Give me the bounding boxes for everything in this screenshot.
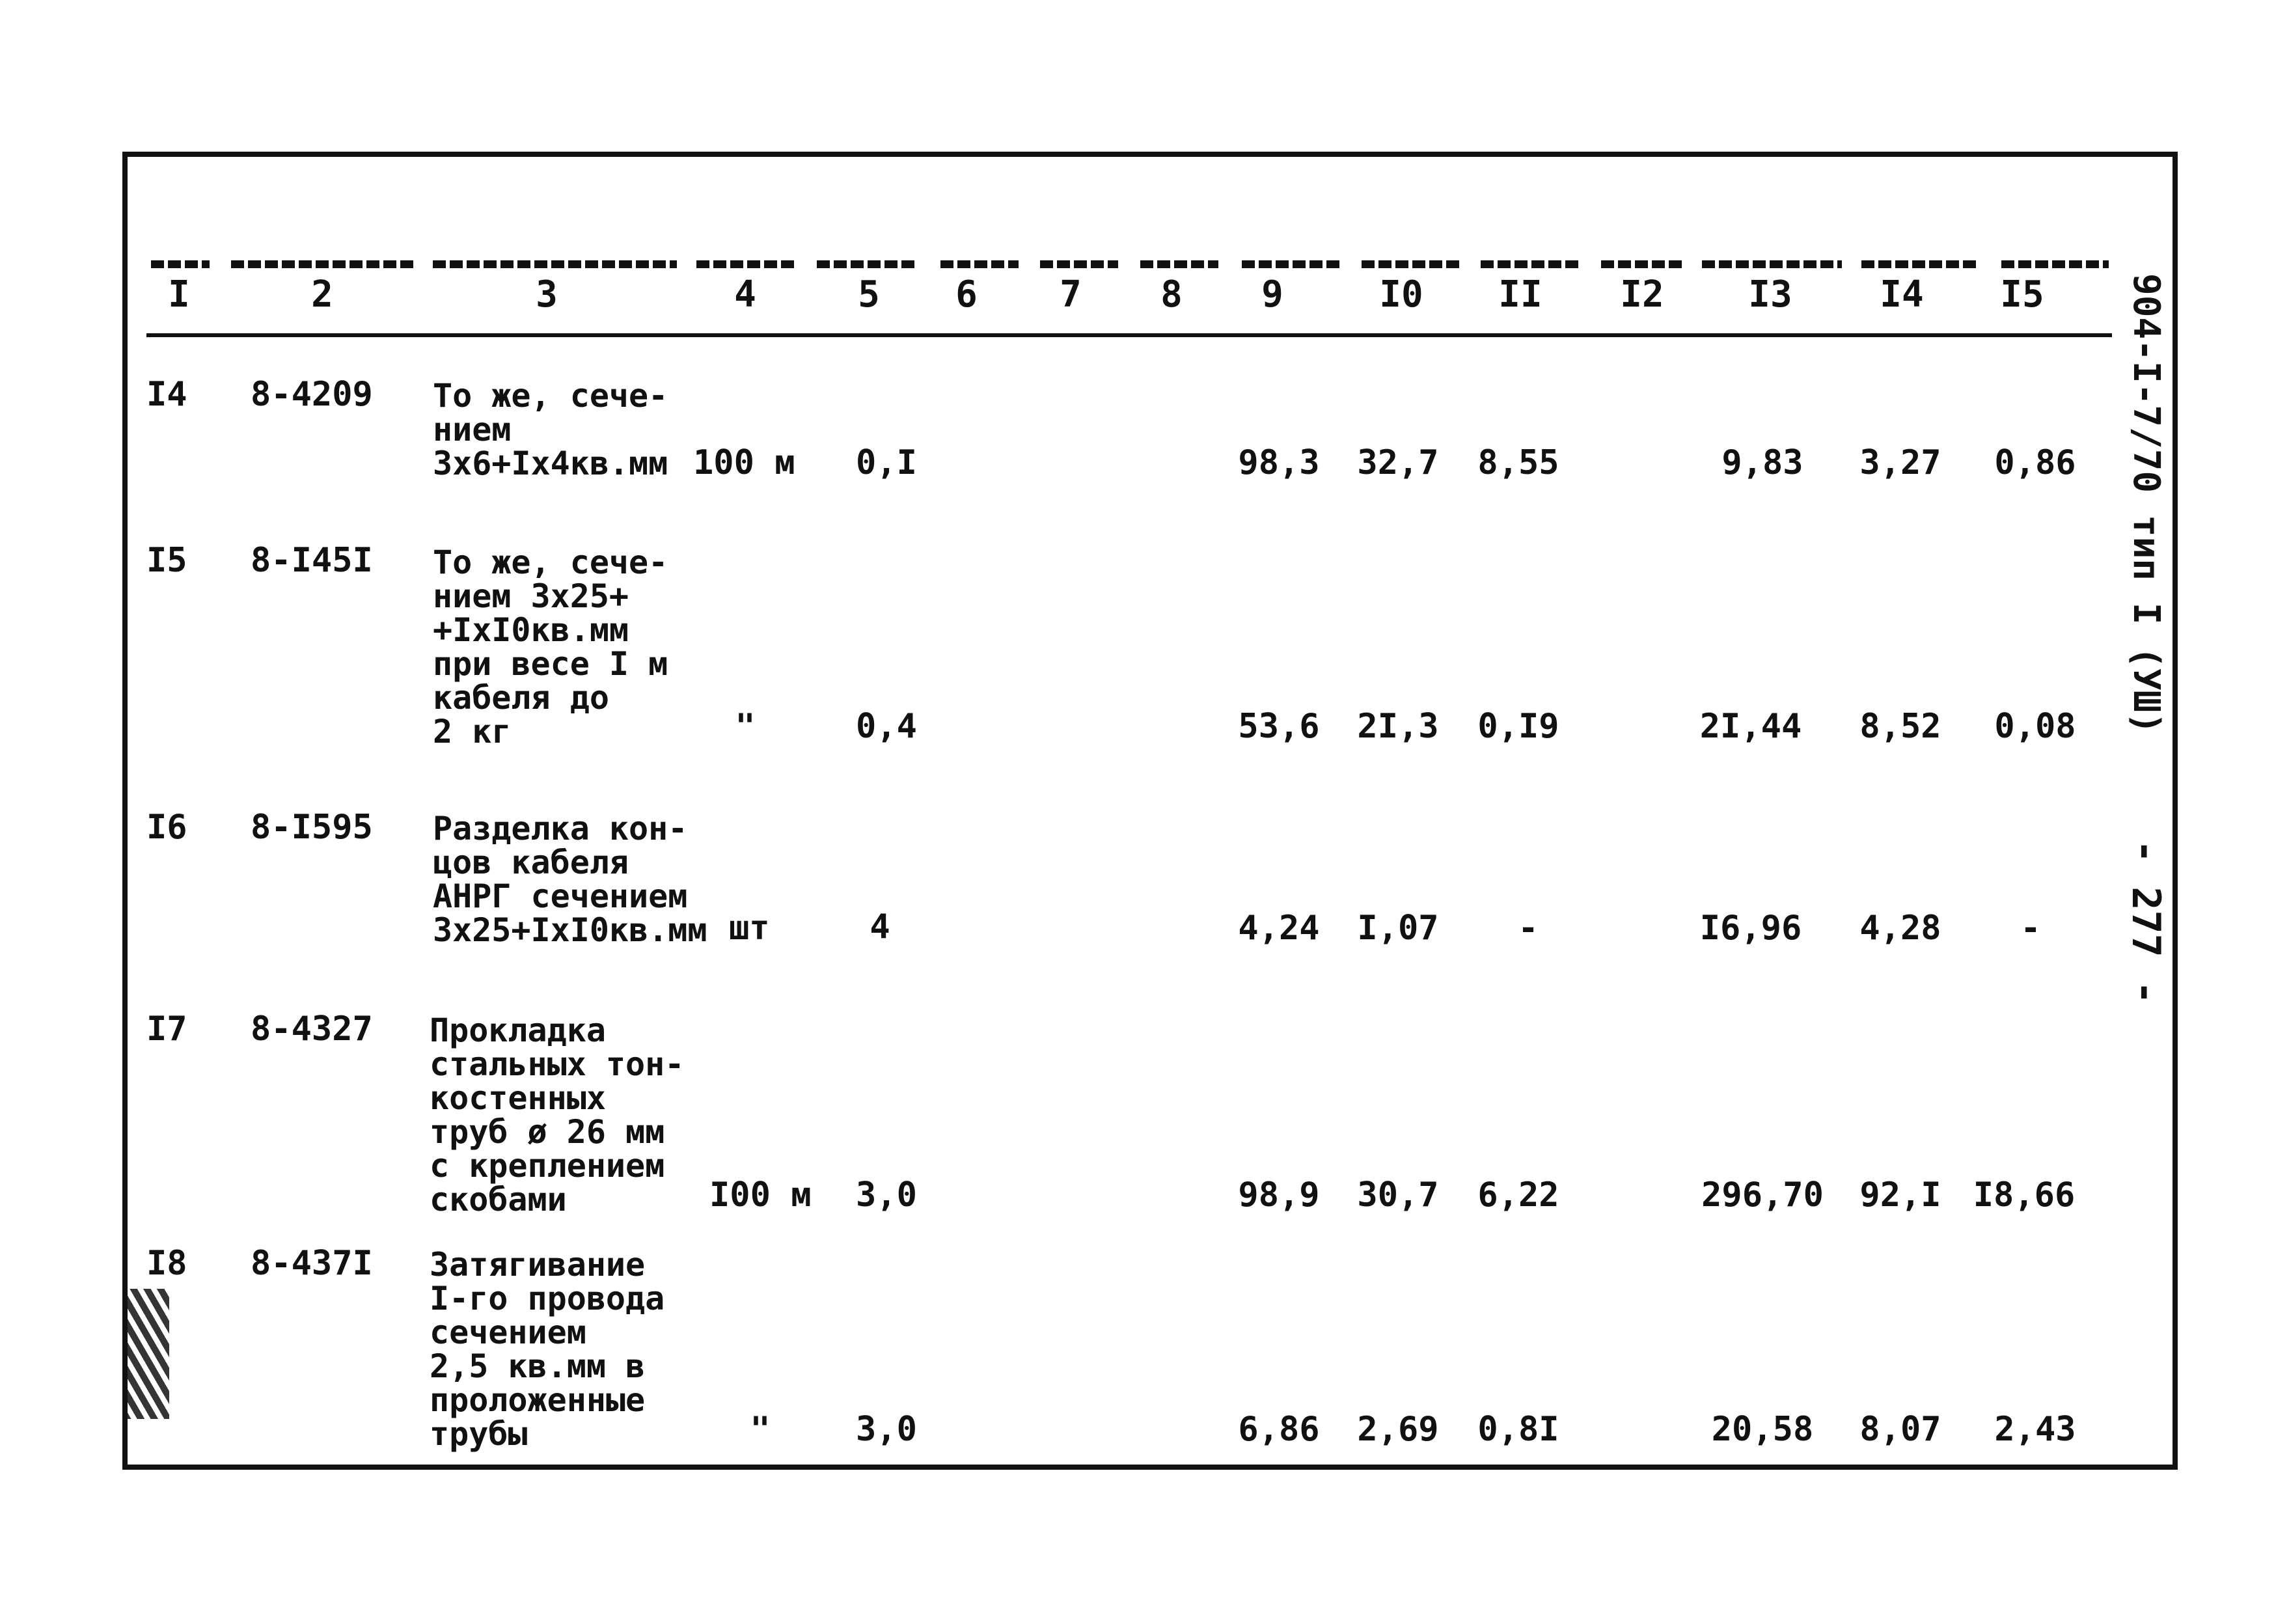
header-dash [1242, 260, 1339, 268]
column-number: I [168, 273, 190, 316]
column-number: I0 [1379, 273, 1423, 316]
col15-value: 0,86 [1994, 443, 2076, 482]
col10-value: 2I,3 [1357, 707, 1439, 746]
header-dash [231, 260, 413, 268]
work-description: Затягивание I-го провода сечением 2,5 кв.мм в проложенные трубы [430, 1246, 665, 1453]
norm-code: 8-4327 [251, 1010, 373, 1049]
column-number: 8 [1160, 273, 1183, 316]
row-number: I7 [146, 1010, 187, 1049]
col15-value: I8,66 [1973, 1176, 2076, 1215]
row-number: I8 [146, 1244, 187, 1283]
header-rule [146, 333, 2112, 337]
document-code: 904-I-7/70 тип I (УШ) [2125, 273, 2167, 735]
col15-value: - [2020, 909, 2041, 948]
col9-value: 98,9 [1238, 1176, 1320, 1215]
column-number: 4 [734, 273, 756, 316]
work-description: То же, сече- нием 3х25+ +IхI0кв.мм при весе I м кабеля до 2 кг [433, 544, 668, 750]
col11-value: 0,I9 [1477, 707, 1559, 746]
row-number: I5 [146, 541, 187, 580]
column-number: II [1498, 273, 1542, 316]
header-dash [940, 260, 1019, 268]
unit: " [735, 707, 756, 746]
header-dash [1362, 260, 1462, 268]
col13-value: 9,83 [1721, 443, 1803, 482]
col13-value: 20,58 [1711, 1410, 1814, 1449]
col13-value: I6,96 [1699, 909, 1802, 948]
header-dash [1481, 260, 1582, 268]
unit: шт [729, 909, 770, 948]
col11-value: 8,55 [1477, 443, 1559, 482]
col13-value: 296,70 [1701, 1176, 1824, 1215]
column-number: I2 [1620, 273, 1664, 316]
header-dash [2001, 260, 2109, 268]
norm-code: 8-437I [251, 1244, 373, 1283]
quantity: 3,0 [856, 1176, 917, 1215]
work-description: То же, сече- нием 3х6+Iх4кв.мм [433, 377, 668, 482]
col14-value: 3,27 [1859, 443, 1941, 482]
page-number: - 277 - [2123, 840, 2169, 1004]
col14-value: 8,07 [1859, 1410, 1941, 1449]
quantity: 0,I [856, 443, 917, 482]
column-number: 9 [1261, 273, 1283, 316]
header-dash [1140, 260, 1218, 268]
col10-value: 32,7 [1357, 443, 1439, 482]
col15-value: 0,08 [1994, 707, 2076, 746]
quantity: 0,4 [856, 707, 917, 746]
col9-value: 53,6 [1238, 707, 1320, 746]
header-dash [1861, 260, 1979, 268]
header-dash [1702, 260, 1842, 268]
col15-value: 2,43 [1994, 1410, 2076, 1449]
work-description: Разделка кон- цов кабеля АНРГ сечением 3х25+IхI0кв.мм [433, 810, 707, 949]
col9-value: 98,3 [1238, 443, 1320, 482]
col11-value: 0,8I [1477, 1410, 1559, 1449]
col11-value: - [1518, 909, 1539, 948]
column-number: I4 [1880, 273, 1924, 316]
work-description: Прокладка стальных тон- костенных труб ø 26 мм с креплением скобами [430, 1012, 685, 1218]
column-number: 7 [1060, 273, 1082, 316]
column-number: I3 [1748, 273, 1792, 316]
col14-value: 92,I [1859, 1176, 1941, 1215]
col9-value: 6,86 [1238, 1410, 1320, 1449]
column-number: 2 [311, 273, 333, 316]
header-dash [1040, 260, 1118, 268]
column-number: 6 [955, 273, 978, 316]
norm-code: 8-I45I [251, 541, 373, 580]
column-number: I5 [2000, 273, 2044, 316]
header-dash [1601, 260, 1682, 268]
archive-stamp-icon [124, 1289, 169, 1419]
header-dash [696, 260, 794, 268]
col14-value: 4,28 [1859, 909, 1941, 948]
unit: " [750, 1410, 771, 1449]
col11-value: 6,22 [1477, 1176, 1559, 1215]
col10-value: 2,69 [1357, 1410, 1439, 1449]
col13-value: 2I,44 [1699, 707, 1802, 746]
norm-code: 8-4209 [251, 375, 373, 414]
row-number: I6 [146, 808, 187, 847]
col10-value: I,07 [1357, 909, 1439, 948]
unit: I00 м [709, 1176, 812, 1215]
norm-code: 8-I595 [251, 808, 373, 847]
col10-value: 30,7 [1357, 1176, 1439, 1215]
header-dash [817, 260, 918, 268]
unit: 100 м [693, 443, 795, 482]
column-number: 5 [858, 273, 880, 316]
quantity: 3,0 [856, 1410, 917, 1449]
header-dash [151, 260, 210, 268]
header-dash [433, 260, 677, 268]
col14-value: 8,52 [1859, 707, 1941, 746]
column-number: 3 [536, 273, 558, 316]
col9-value: 4,24 [1238, 909, 1320, 948]
quantity: 4 [870, 907, 890, 946]
row-number: I4 [146, 375, 187, 414]
